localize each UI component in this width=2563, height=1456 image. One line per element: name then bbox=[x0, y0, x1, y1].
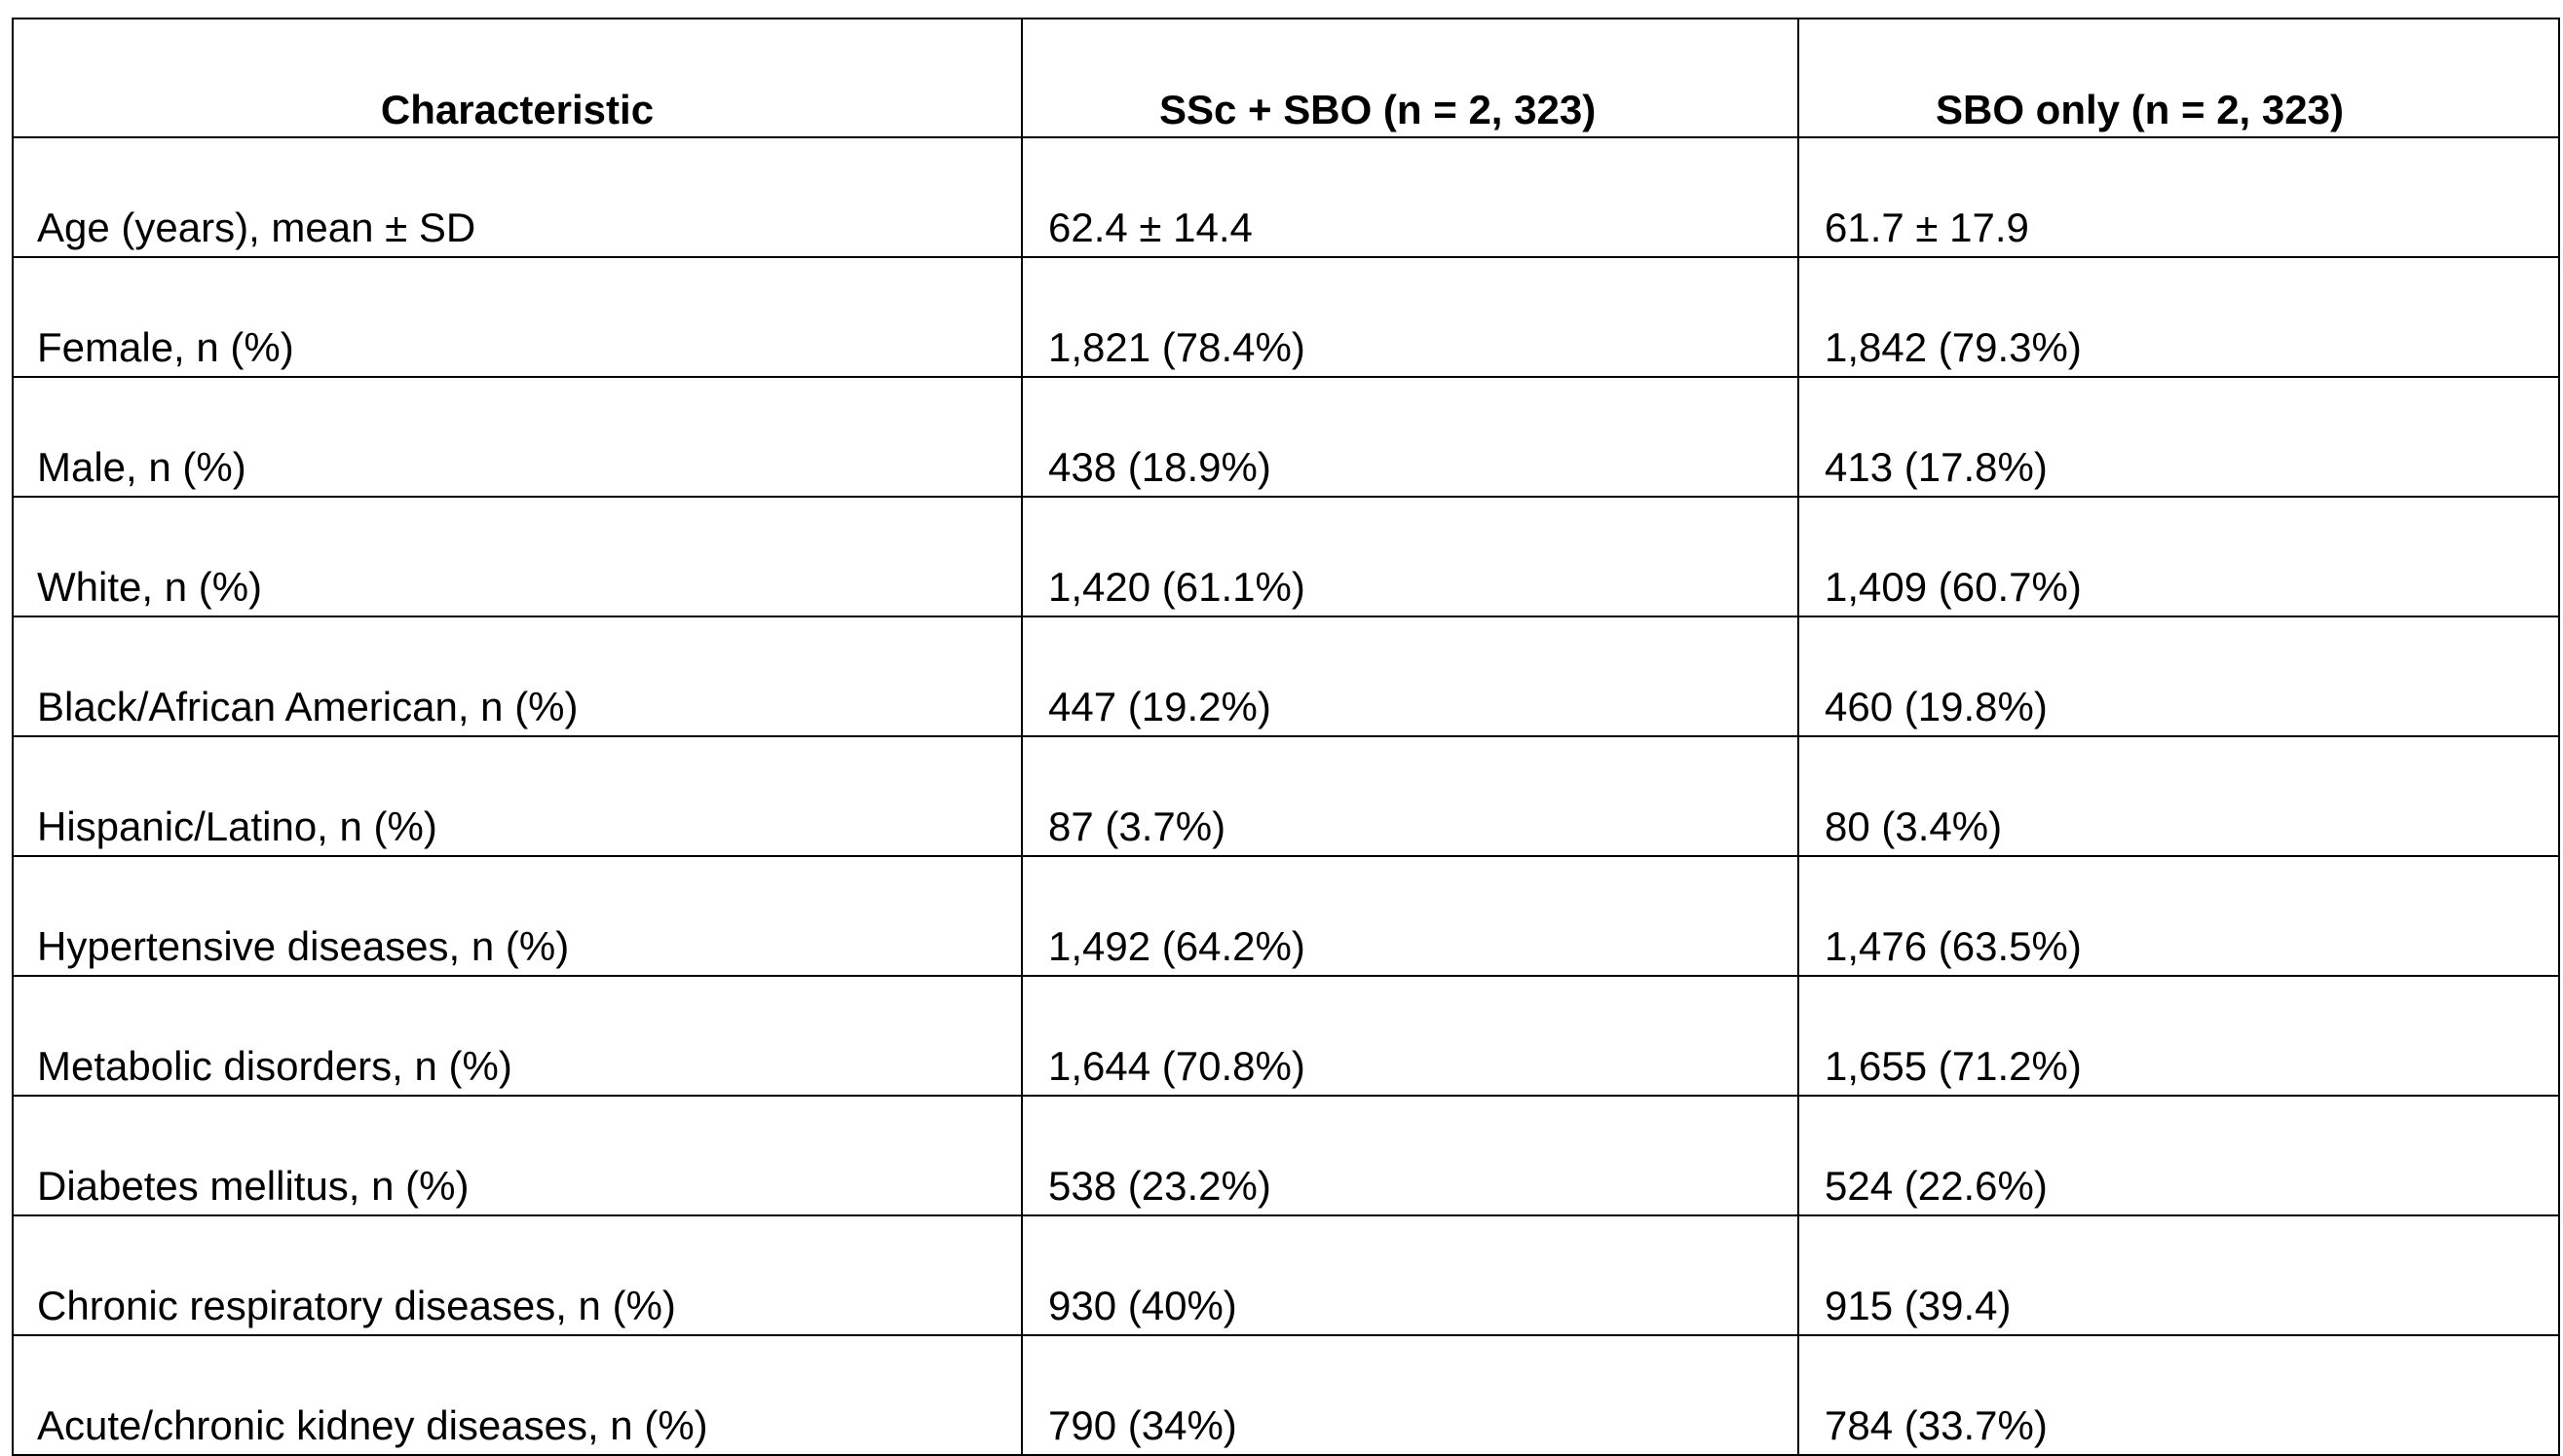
row-label: Male, n (%) bbox=[13, 377, 1022, 497]
header-sbo-only: SBO only (n = 2, 323) bbox=[1798, 19, 2559, 137]
ssc-sbo-value: 62.4 ± 14.4 bbox=[1022, 137, 1798, 257]
table-row bbox=[13, 616, 2559, 736]
header-characteristic: Characteristic bbox=[13, 19, 1022, 137]
ssc-sbo-value: 1,644 (70.8%) bbox=[1022, 976, 1798, 1096]
sbo-only-value: 1,476 (63.5%) bbox=[1798, 856, 2559, 976]
row-label: Hispanic/Latino, n (%) bbox=[13, 736, 1022, 856]
table-row bbox=[13, 856, 2559, 976]
row-label: Female, n (%) bbox=[13, 257, 1022, 377]
sbo-only-value: 915 (39.4) bbox=[1798, 1215, 2559, 1335]
table-header-row bbox=[13, 19, 2559, 137]
table-row bbox=[13, 497, 2559, 616]
ssc-sbo-value: 930 (40%) bbox=[1022, 1215, 1798, 1335]
sbo-only-value: 1,409 (60.7%) bbox=[1798, 497, 2559, 616]
row-label: Chronic respiratory diseases, n (%) bbox=[13, 1215, 1022, 1335]
sbo-only-value: 413 (17.8%) bbox=[1798, 377, 2559, 497]
sbo-only-value: 1,842 (79.3%) bbox=[1798, 257, 2559, 377]
sbo-only-value: 61.7 ± 17.9 bbox=[1798, 137, 2559, 257]
row-label: Age (years), mean ± SD bbox=[13, 137, 1022, 257]
table-row bbox=[13, 1335, 2559, 1455]
table-row bbox=[13, 736, 2559, 856]
ssc-sbo-value: 790 (34%) bbox=[1022, 1335, 1798, 1455]
table-row bbox=[13, 1096, 2559, 1215]
ssc-sbo-value: 87 (3.7%) bbox=[1022, 736, 1798, 856]
ssc-sbo-value: 538 (23.2%) bbox=[1022, 1096, 1798, 1215]
characteristics-table bbox=[12, 18, 2560, 1456]
table-row bbox=[13, 137, 2559, 257]
row-label: Acute/chronic kidney diseases, n (%) bbox=[13, 1335, 1022, 1455]
row-label: Black/African American, n (%) bbox=[13, 616, 1022, 736]
ssc-sbo-value: 447 (19.2%) bbox=[1022, 616, 1798, 736]
table-row bbox=[13, 257, 2559, 377]
sbo-only-value: 1,655 (71.2%) bbox=[1798, 976, 2559, 1096]
table-row bbox=[13, 976, 2559, 1096]
ssc-sbo-value: 438 (18.9%) bbox=[1022, 377, 1798, 497]
row-label: White, n (%) bbox=[13, 497, 1022, 616]
sbo-only-value: 460 (19.8%) bbox=[1798, 616, 2559, 736]
sbo-only-value: 784 (33.7%) bbox=[1798, 1335, 2559, 1455]
table-row bbox=[13, 377, 2559, 497]
sbo-only-value: 524 (22.6%) bbox=[1798, 1096, 2559, 1215]
ssc-sbo-value: 1,420 (61.1%) bbox=[1022, 497, 1798, 616]
row-label: Hypertensive diseases, n (%) bbox=[13, 856, 1022, 976]
sbo-only-value: 80 (3.4%) bbox=[1798, 736, 2559, 856]
row-label: Diabetes mellitus, n (%) bbox=[13, 1096, 1022, 1215]
table-row bbox=[13, 1215, 2559, 1335]
row-label: Metabolic disorders, n (%) bbox=[13, 976, 1022, 1096]
ssc-sbo-value: 1,492 (64.2%) bbox=[1022, 856, 1798, 976]
ssc-sbo-value: 1,821 (78.4%) bbox=[1022, 257, 1798, 377]
characteristics-table-container bbox=[12, 18, 2560, 1456]
header-ssc-sbo: SSc + SBO (n = 2, 323) bbox=[1022, 19, 1798, 137]
